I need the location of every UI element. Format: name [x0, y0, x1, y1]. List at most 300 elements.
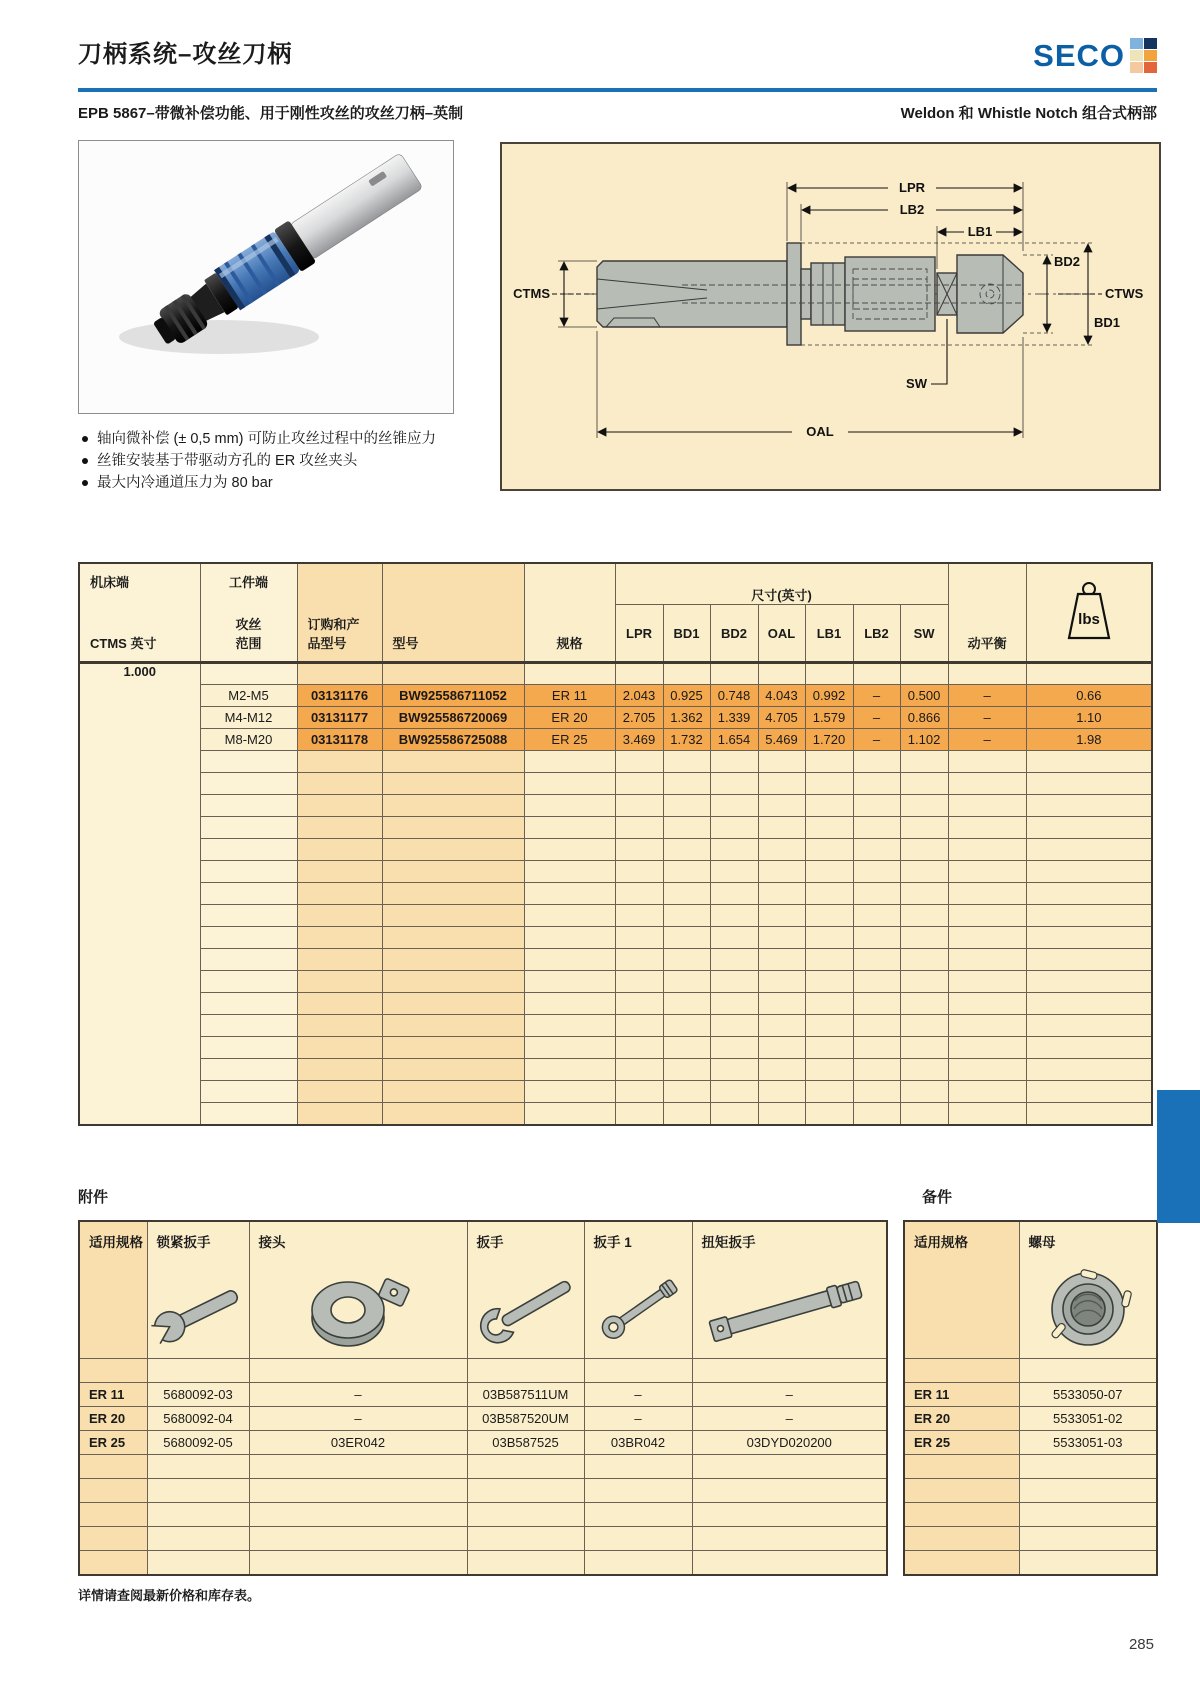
table-cell: 0.866: [900, 707, 948, 729]
table-cell: [853, 927, 900, 949]
table-cell: [615, 751, 663, 773]
table-cell: [1026, 839, 1152, 861]
table-cell: [900, 663, 948, 685]
feature-bullets: [80, 428, 436, 494]
table-cell: [853, 949, 900, 971]
table-cell: –: [692, 1407, 887, 1431]
dim-label-ctws: CTWS: [1105, 286, 1144, 301]
col-header-spec: 规格: [524, 563, 615, 663]
technical-drawing: [500, 142, 1161, 491]
table-cell: [900, 1037, 948, 1059]
table-cell: 4.043: [758, 685, 805, 707]
main-table-row: [79, 949, 1152, 971]
table-cell: [524, 949, 615, 971]
table-cell: M2-M5: [200, 685, 297, 707]
table-cell: [147, 1551, 249, 1575]
table-cell: [758, 1015, 805, 1037]
table-cell: [853, 861, 900, 883]
table-cell: [297, 949, 382, 971]
table-cell: [382, 773, 524, 795]
table-row: [79, 1455, 887, 1479]
footer-note: 详情请查阅最新价格和库存表。: [78, 1588, 261, 1603]
table-cell: [467, 1503, 584, 1527]
table-cell: [710, 1103, 758, 1125]
ctms-size-cell: 1.000: [79, 663, 200, 1125]
table-cell: [853, 1059, 900, 1081]
table-cell: [758, 883, 805, 905]
table-cell: [615, 1059, 663, 1081]
table-cell: [805, 927, 853, 949]
col-header-balance: 动平衡: [948, 563, 1026, 663]
table-cell: [758, 817, 805, 839]
table-cell: [615, 1103, 663, 1125]
table-cell: [382, 927, 524, 949]
table-row: [904, 1407, 1157, 1431]
table-cell: [147, 1359, 249, 1383]
table-cell: [200, 927, 297, 949]
logo-square: [1144, 38, 1157, 49]
table-cell: [710, 1015, 758, 1037]
main-table-row: [79, 773, 1152, 795]
table-cell: [805, 993, 853, 1015]
table-cell: [1026, 1103, 1152, 1125]
header-rule: [78, 88, 1157, 92]
table-cell: [382, 1015, 524, 1037]
table-row: [904, 1527, 1157, 1551]
table-cell: [853, 773, 900, 795]
table-cell: [900, 839, 948, 861]
accessories-table: [78, 1220, 888, 1576]
table-cell: [805, 1103, 853, 1125]
table-cell: [663, 993, 710, 1015]
table-cell: [948, 1103, 1026, 1125]
dim-header: BD1: [663, 605, 710, 663]
table-cell: [710, 861, 758, 883]
table-row: [904, 1551, 1157, 1575]
table-cell: [79, 1359, 147, 1383]
table-cell: 1.362: [663, 707, 710, 729]
table-row: [79, 1527, 887, 1551]
dim-header: LB2: [853, 605, 900, 663]
main-table-row: [79, 707, 1152, 729]
table-cell: [710, 817, 758, 839]
table-cell: [147, 1479, 249, 1503]
table-cell: [853, 971, 900, 993]
table-cell: [1026, 971, 1152, 993]
dim-label-sw: SW: [906, 376, 927, 391]
table-cell: [692, 1551, 887, 1575]
table-cell: [79, 1551, 147, 1575]
table-cell: M8-M20: [200, 729, 297, 751]
table-cell: [853, 883, 900, 905]
table-cell: [663, 839, 710, 861]
table-cell: [200, 817, 297, 839]
main-table-row: [79, 1081, 1152, 1103]
table-cell: [297, 1037, 382, 1059]
table-cell: [382, 1103, 524, 1125]
table-cell: [79, 1455, 147, 1479]
table-cell: [1019, 1455, 1157, 1479]
table-cell: [948, 949, 1026, 971]
table-cell: [758, 663, 805, 685]
dim-label-oal: OAL: [806, 424, 834, 439]
dimension-drawing-icon: [502, 144, 1159, 489]
table-cell: [382, 905, 524, 927]
table-cell: [615, 927, 663, 949]
table-cell: [200, 861, 297, 883]
table-cell: 03B587520UM: [467, 1407, 584, 1431]
dim-header: OAL: [758, 605, 805, 663]
table-cell: [758, 839, 805, 861]
table-cell: [1026, 993, 1152, 1015]
table-cell: 03ER042: [249, 1431, 467, 1455]
table-cell: [805, 1059, 853, 1081]
bullet-1: 轴向微补偿 (± 0,5 mm) 可防止攻丝过程中的丝锥应力: [80, 428, 436, 450]
dim-label-ctms: CTMS: [513, 286, 550, 301]
table-cell: [297, 927, 382, 949]
table-cell: [758, 905, 805, 927]
table-cell: [853, 1081, 900, 1103]
col-group-dimensions: 尺寸(英寸): [615, 563, 948, 605]
table-cell: 0.500: [900, 685, 948, 707]
table-cell: –: [853, 729, 900, 751]
main-table-row: [79, 685, 1152, 707]
table-row: [904, 1359, 1157, 1383]
table-cell: [200, 1037, 297, 1059]
table-cell: [1026, 905, 1152, 927]
table-cell: ER 11: [524, 685, 615, 707]
table-cell: [615, 971, 663, 993]
table-cell: [615, 1037, 663, 1059]
table-cell: 5.469: [758, 729, 805, 751]
table-cell: [853, 993, 900, 1015]
table-cell: [200, 949, 297, 971]
table-cell: [297, 1015, 382, 1037]
dim-header: LB1: [805, 605, 853, 663]
table-cell: [615, 1081, 663, 1103]
table-cell: [524, 927, 615, 949]
col-header-order-number: 订购和产 品型号: [297, 563, 382, 663]
main-table-row: [79, 905, 1152, 927]
acc-col-header-adapter: 接头: [249, 1221, 467, 1359]
table-cell: [1019, 1503, 1157, 1527]
table-cell: [1026, 1037, 1152, 1059]
main-table-row: [79, 883, 1152, 905]
table-cell: [692, 1527, 887, 1551]
table-cell: [805, 1037, 853, 1059]
table-cell: –: [853, 685, 900, 707]
logo-square: [1144, 62, 1157, 73]
table-cell: [904, 1479, 1019, 1503]
table-cell: [663, 751, 710, 773]
main-table-row: [79, 1037, 1152, 1059]
spares-section-label: 备件: [922, 1189, 953, 1206]
bullet-2: 丝锥安装基于带驱动方孔的 ER 攻丝夹头: [80, 450, 436, 472]
table-cell: [900, 1015, 948, 1037]
main-table-row: [79, 663, 1152, 685]
table-cell: [948, 1059, 1026, 1081]
table-cell: [615, 773, 663, 795]
table-cell: [382, 971, 524, 993]
table-cell: –: [249, 1407, 467, 1431]
table-cell: ER 20: [524, 707, 615, 729]
chapter-side-tab: [1157, 1090, 1200, 1223]
col-header-work-side: 工件端 攻丝 范围: [200, 563, 297, 663]
table-cell: [663, 883, 710, 905]
table-cell: 5533051-02: [1019, 1407, 1157, 1431]
table-cell: [853, 1037, 900, 1059]
table-cell: [297, 993, 382, 1015]
acc-col-header-clamping-wrench: 锁紧扳手: [147, 1221, 249, 1359]
table-cell: ER 20: [79, 1407, 147, 1431]
table-cell: [853, 795, 900, 817]
table-row: [904, 1383, 1157, 1407]
table-cell: [524, 795, 615, 817]
table-cell: BW925586725088: [382, 729, 524, 751]
table-cell: [1026, 949, 1152, 971]
table-cell: [710, 993, 758, 1015]
table-cell: 0.992: [805, 685, 853, 707]
table-cell: [615, 949, 663, 971]
table-cell: [249, 1503, 467, 1527]
table-row: [79, 1479, 887, 1503]
table-cell: [900, 1103, 948, 1125]
table-cell: 1.579: [805, 707, 853, 729]
main-table-row: [79, 729, 1152, 751]
table-cell: [524, 861, 615, 883]
table-cell: [758, 751, 805, 773]
table-cell: [948, 861, 1026, 883]
table-cell: [200, 1103, 297, 1125]
tap-holder-photo-icon: [79, 141, 451, 411]
table-cell: [467, 1551, 584, 1575]
table-cell: [710, 795, 758, 817]
table-row: [904, 1431, 1157, 1455]
table-cell: [297, 817, 382, 839]
table-cell: [382, 1037, 524, 1059]
table-cell: [200, 905, 297, 927]
table-row: [79, 1551, 887, 1575]
table-cell: [900, 993, 948, 1015]
table-cell: [904, 1359, 1019, 1383]
table-row: [904, 1455, 1157, 1479]
table-cell: [524, 1059, 615, 1081]
table-cell: [382, 839, 524, 861]
table-cell: [297, 883, 382, 905]
svg-text:lbs: lbs: [1078, 611, 1100, 628]
table-cell: [147, 1455, 249, 1479]
table-cell: [948, 663, 1026, 685]
table-cell: [297, 839, 382, 861]
table-cell: [900, 883, 948, 905]
table-cell: [904, 1551, 1019, 1575]
table-cell: [615, 795, 663, 817]
table-cell: [615, 993, 663, 1015]
table-cell: [382, 817, 524, 839]
table-cell: [710, 663, 758, 685]
table-cell: [147, 1527, 249, 1551]
acc-col-header-torque-wrench: 扭矩扳手: [692, 1221, 887, 1359]
table-cell: 0.66: [1026, 685, 1152, 707]
table-cell: [382, 883, 524, 905]
table-cell: 2.043: [615, 685, 663, 707]
table-cell: [710, 839, 758, 861]
main-table-row: [79, 795, 1152, 817]
table-cell: 03131178: [297, 729, 382, 751]
table-cell: [948, 927, 1026, 949]
table-cell: [467, 1527, 584, 1551]
table-cell: [900, 927, 948, 949]
table-cell: [853, 1103, 900, 1125]
table-cell: 1.732: [663, 729, 710, 751]
table-cell: [710, 971, 758, 993]
table-cell: [1026, 1015, 1152, 1037]
adapter-icon: [293, 1266, 423, 1354]
table-cell: [382, 949, 524, 971]
table-cell: 03131177: [297, 707, 382, 729]
table-cell: [758, 949, 805, 971]
table-cell: [524, 773, 615, 795]
table-cell: 5533051-03: [1019, 1431, 1157, 1455]
table-cell: [710, 883, 758, 905]
table-cell: [758, 971, 805, 993]
table-cell: [904, 1503, 1019, 1527]
table-cell: [900, 971, 948, 993]
seco-logo: [1033, 38, 1157, 73]
logo-square: [1130, 62, 1143, 73]
table-cell: [615, 861, 663, 883]
table-cell: [467, 1359, 584, 1383]
table-cell: [79, 1503, 147, 1527]
table-cell: [948, 795, 1026, 817]
table-cell: [853, 905, 900, 927]
table-row: [79, 1407, 887, 1431]
dim-label-lpr: LPR: [899, 180, 925, 195]
table-cell: [297, 1059, 382, 1081]
table-cell: [584, 1359, 692, 1383]
table-cell: [382, 751, 524, 773]
table-cell: [1019, 1479, 1157, 1503]
table-cell: [1026, 883, 1152, 905]
bullet-icon: [82, 436, 88, 442]
table-cell: 5680092-04: [147, 1407, 249, 1431]
table-cell: [663, 971, 710, 993]
table-cell: [853, 751, 900, 773]
table-cell: –: [584, 1407, 692, 1431]
table-row: [904, 1479, 1157, 1503]
table-cell: [805, 949, 853, 971]
main-table-row: [79, 1015, 1152, 1037]
table-cell: –: [584, 1383, 692, 1407]
table-cell: 1.339: [710, 707, 758, 729]
table-cell: [524, 817, 615, 839]
table-cell: [805, 971, 853, 993]
table-cell: [524, 905, 615, 927]
logo-square: [1130, 38, 1143, 49]
table-cell: [297, 971, 382, 993]
table-cell: [524, 993, 615, 1015]
weight-icon: [1063, 580, 1115, 642]
table-cell: [758, 1059, 805, 1081]
table-cell: [948, 839, 1026, 861]
dim-label-bd2: BD2: [1054, 254, 1081, 269]
table-cell: [805, 663, 853, 685]
dim-header: LPR: [615, 605, 663, 663]
main-table-row: [79, 751, 1152, 773]
table-cell: [900, 795, 948, 817]
table-cell: –: [853, 707, 900, 729]
table-cell: [1026, 1081, 1152, 1103]
table-row: [904, 1503, 1157, 1527]
table-cell: 5680092-05: [147, 1431, 249, 1455]
table-cell: [904, 1527, 1019, 1551]
table-row: [79, 1503, 887, 1527]
table-cell: [663, 949, 710, 971]
table-cell: [853, 1015, 900, 1037]
table-cell: [524, 1037, 615, 1059]
table-cell: –: [249, 1383, 467, 1407]
table-cell: [615, 663, 663, 685]
ratchet-wrench-icon: [588, 1266, 688, 1354]
table-cell: [948, 773, 1026, 795]
bullet-icon: [82, 480, 88, 486]
table-cell: [710, 949, 758, 971]
table-cell: [692, 1359, 887, 1383]
table-cell: [615, 905, 663, 927]
table-cell: 1.98: [1026, 729, 1152, 751]
table-cell: [710, 773, 758, 795]
table-cell: ER 11: [79, 1383, 147, 1407]
table-cell: [200, 773, 297, 795]
table-cell: 1.10: [1026, 707, 1152, 729]
table-cell: [200, 1081, 297, 1103]
table-cell: [663, 663, 710, 685]
table-cell: [1026, 927, 1152, 949]
acc-col-header-wrench-1: 扳手 1: [584, 1221, 692, 1359]
table-cell: [297, 663, 382, 685]
table-cell: [805, 751, 853, 773]
table-cell: [249, 1479, 467, 1503]
table-cell: [805, 1015, 853, 1037]
table-cell: –: [948, 707, 1026, 729]
table-cell: [663, 1081, 710, 1103]
table-cell: [663, 773, 710, 795]
dim-label-lb1: LB1: [967, 224, 993, 239]
table-cell: [200, 971, 297, 993]
table-cell: [663, 861, 710, 883]
table-cell: [805, 883, 853, 905]
table-cell: [615, 839, 663, 861]
table-cell: 4.705: [758, 707, 805, 729]
table-cell: [758, 1037, 805, 1059]
table-cell: [382, 795, 524, 817]
table-cell: [200, 751, 297, 773]
sp-col-header-spec: 适用规格: [904, 1221, 1019, 1359]
table-cell: [200, 795, 297, 817]
table-cell: 3.469: [615, 729, 663, 751]
table-cell: [249, 1359, 467, 1383]
col-header-type: 型号: [382, 563, 524, 663]
table-cell: ER 25: [524, 729, 615, 751]
accessories-section-label: 附件: [78, 1189, 109, 1206]
table-cell: [948, 905, 1026, 927]
table-cell: [663, 927, 710, 949]
table-cell: [297, 795, 382, 817]
table-cell: [200, 993, 297, 1015]
table-cell: [692, 1479, 887, 1503]
main-table-row: [79, 1059, 1152, 1081]
table-cell: [948, 1081, 1026, 1103]
